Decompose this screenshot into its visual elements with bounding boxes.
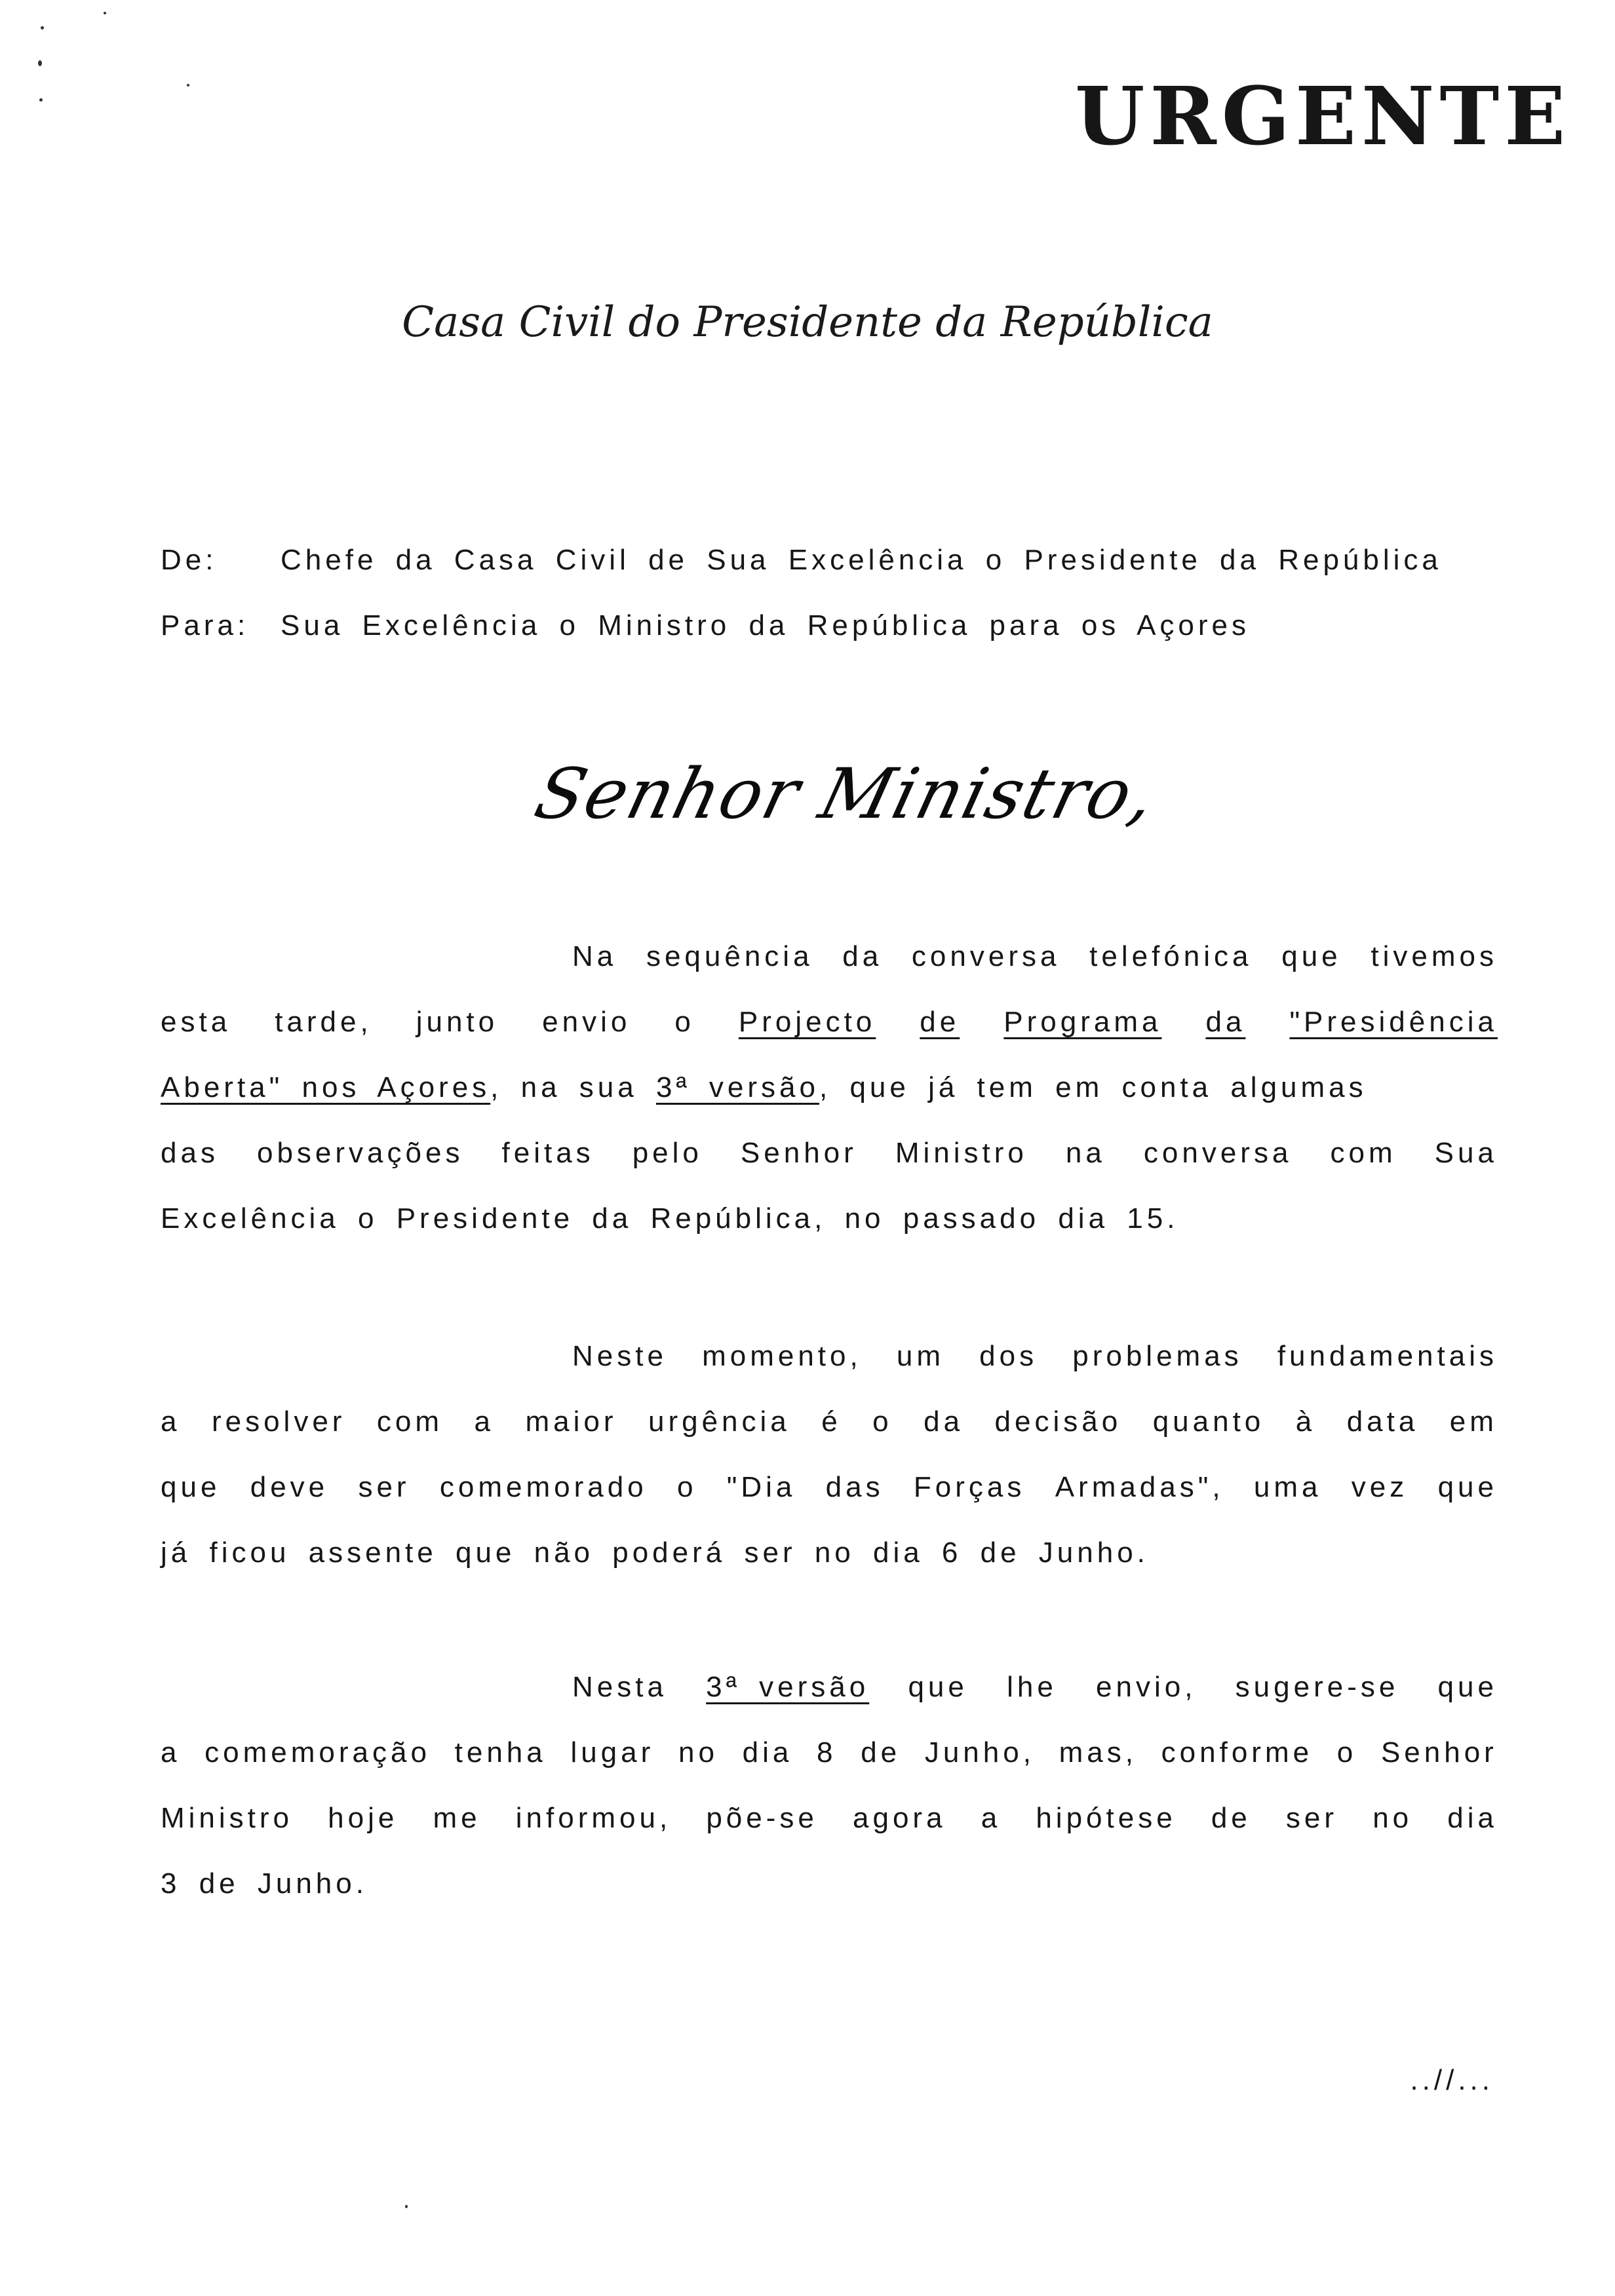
word: lhe	[1007, 1671, 1057, 1703]
underlined-phrase: 3ª versão	[655, 1071, 819, 1103]
word: um	[896, 1340, 944, 1372]
word: junto	[416, 1006, 499, 1038]
word: é	[821, 1406, 842, 1438]
underlined-word: Projecto	[738, 1006, 876, 1038]
word: agora	[853, 1802, 946, 1834]
word: uma	[1253, 1471, 1322, 1503]
underlined-phrase: Aberta" nos Açores	[161, 1071, 491, 1103]
word: deve	[250, 1471, 329, 1503]
word: tarde,	[275, 1006, 372, 1038]
word: o	[1336, 1736, 1357, 1769]
scan-speck	[38, 60, 42, 66]
paragraph-line	[161, 1068, 1498, 1107]
word: que	[1437, 1471, 1498, 1503]
word: a	[161, 1736, 181, 1769]
word: Senhor	[1380, 1736, 1498, 1769]
word: comemoração	[204, 1736, 431, 1769]
paragraph-line	[161, 1733, 1498, 1772]
handwritten-salutation: Senhor Ministro,	[527, 754, 1165, 834]
word: data	[1346, 1406, 1419, 1438]
word: de	[861, 1736, 901, 1769]
word: da	[842, 940, 883, 972]
to-label: Para:	[161, 609, 250, 641]
paragraph-line	[161, 1799, 1498, 1838]
word: o	[674, 1006, 695, 1038]
word: em	[1449, 1406, 1498, 1438]
word: feitas	[501, 1137, 594, 1169]
word: tenha	[454, 1736, 547, 1769]
word: dia	[1447, 1802, 1498, 1834]
word: "Dia	[726, 1471, 796, 1503]
scan-speck	[187, 84, 189, 86]
word: quanto	[1152, 1406, 1265, 1438]
word: dia	[742, 1736, 793, 1769]
word: da	[924, 1406, 964, 1438]
scan-speck	[104, 12, 106, 14]
paragraph-line	[161, 1003, 1498, 1042]
word: problemas	[1072, 1340, 1243, 1372]
word: de	[1211, 1802, 1251, 1834]
text-run: , que já tem em conta algumas	[819, 1071, 1367, 1103]
paragraph-line: Excelência o Presidente da República, no passado dia 15.	[161, 1202, 1179, 1234]
word: pelo	[632, 1137, 703, 1169]
scan-speck	[405, 2205, 408, 2208]
scan-speck	[39, 98, 43, 102]
word: Forças	[913, 1471, 1026, 1503]
word: das	[161, 1137, 219, 1169]
word: das	[825, 1471, 884, 1503]
from-value: Chefe da Casa Civil de Sua Excelência o Presidente da República	[281, 544, 1442, 576]
underlined-word: "Presidência	[1289, 1006, 1498, 1038]
word: o	[676, 1471, 697, 1503]
word: vez	[1351, 1471, 1409, 1503]
word: observações	[256, 1137, 464, 1169]
word: sequência	[646, 940, 813, 972]
underlined-word: da	[1205, 1006, 1246, 1038]
word: Senhor	[740, 1137, 857, 1169]
word: a	[161, 1406, 181, 1438]
word: Na	[572, 940, 617, 972]
word: fundamentais	[1277, 1340, 1498, 1372]
paragraph-line	[572, 937, 1498, 976]
word: que	[161, 1471, 221, 1503]
word: tivemos	[1371, 940, 1498, 972]
word: que	[1281, 940, 1342, 972]
word: conversa	[1143, 1137, 1293, 1169]
word: o	[872, 1406, 893, 1438]
word: ser	[358, 1471, 410, 1503]
word: Ministro	[161, 1802, 294, 1834]
word: Sua	[1434, 1137, 1498, 1169]
word: Armadas",	[1055, 1471, 1224, 1503]
word: sugere-se	[1235, 1671, 1399, 1703]
word: hoje	[328, 1802, 399, 1834]
word: lugar	[570, 1736, 655, 1769]
word: conforme	[1161, 1736, 1313, 1769]
page-continuation-mark: ..//...	[1410, 2064, 1494, 2096]
letterhead: Casa Civil do Presidente da República	[402, 298, 1213, 347]
word: põe-se	[706, 1802, 818, 1834]
word: no	[678, 1736, 718, 1769]
word: me	[433, 1802, 481, 1834]
word: na	[1065, 1137, 1106, 1169]
to-value: Sua Excelência o Ministro da República para os Açores	[281, 609, 1251, 641]
word: envio,	[1096, 1671, 1197, 1703]
word: informou,	[515, 1802, 672, 1834]
paragraph-line	[572, 1668, 1498, 1707]
word: com	[1330, 1137, 1397, 1169]
word: telefónica	[1089, 940, 1253, 972]
word: no	[1372, 1802, 1413, 1834]
word: momento,	[702, 1340, 862, 1372]
word: resolver	[211, 1406, 346, 1438]
paragraph-line: já ficou assente que não poderá ser no dia 6 de Junho.	[161, 1537, 1149, 1569]
word: Ministro	[895, 1137, 1028, 1169]
word: Junho,	[924, 1736, 1035, 1769]
word: com	[376, 1406, 444, 1438]
paragraph-line	[572, 1337, 1498, 1376]
word: hipótese	[1036, 1802, 1177, 1834]
word: urgência	[648, 1406, 790, 1438]
word: esta	[161, 1006, 231, 1038]
word: conversa	[911, 940, 1060, 972]
underlined-word: Programa	[1003, 1006, 1162, 1038]
word: 8	[817, 1736, 837, 1769]
text-run: , na sua	[490, 1071, 656, 1103]
word: à	[1295, 1406, 1316, 1438]
word: dos	[979, 1340, 1038, 1372]
paragraph-line	[161, 1402, 1498, 1442]
underlined-phrase: 3ª versão	[706, 1671, 870, 1703]
paragraph-line	[161, 1468, 1498, 1507]
word: que	[908, 1671, 968, 1703]
word: comemorado	[439, 1471, 648, 1503]
urgent-stamp: URGENTE	[1075, 69, 1571, 163]
underlined-word: de	[920, 1006, 960, 1038]
word: decisão	[994, 1406, 1122, 1438]
word: mas,	[1059, 1736, 1137, 1769]
paragraph-line: 3 de Junho.	[161, 1867, 368, 1900]
word: Nesta	[572, 1671, 667, 1703]
word: ser	[1285, 1802, 1338, 1834]
from-label: De:	[161, 544, 218, 576]
word: a	[474, 1406, 494, 1438]
word: maior	[525, 1406, 617, 1438]
paragraph-line	[161, 1134, 1498, 1173]
word: envio	[542, 1006, 631, 1038]
word: que	[1437, 1671, 1498, 1703]
word: a	[981, 1802, 1002, 1834]
word: Neste	[572, 1340, 667, 1372]
scan-speck	[41, 26, 44, 29]
